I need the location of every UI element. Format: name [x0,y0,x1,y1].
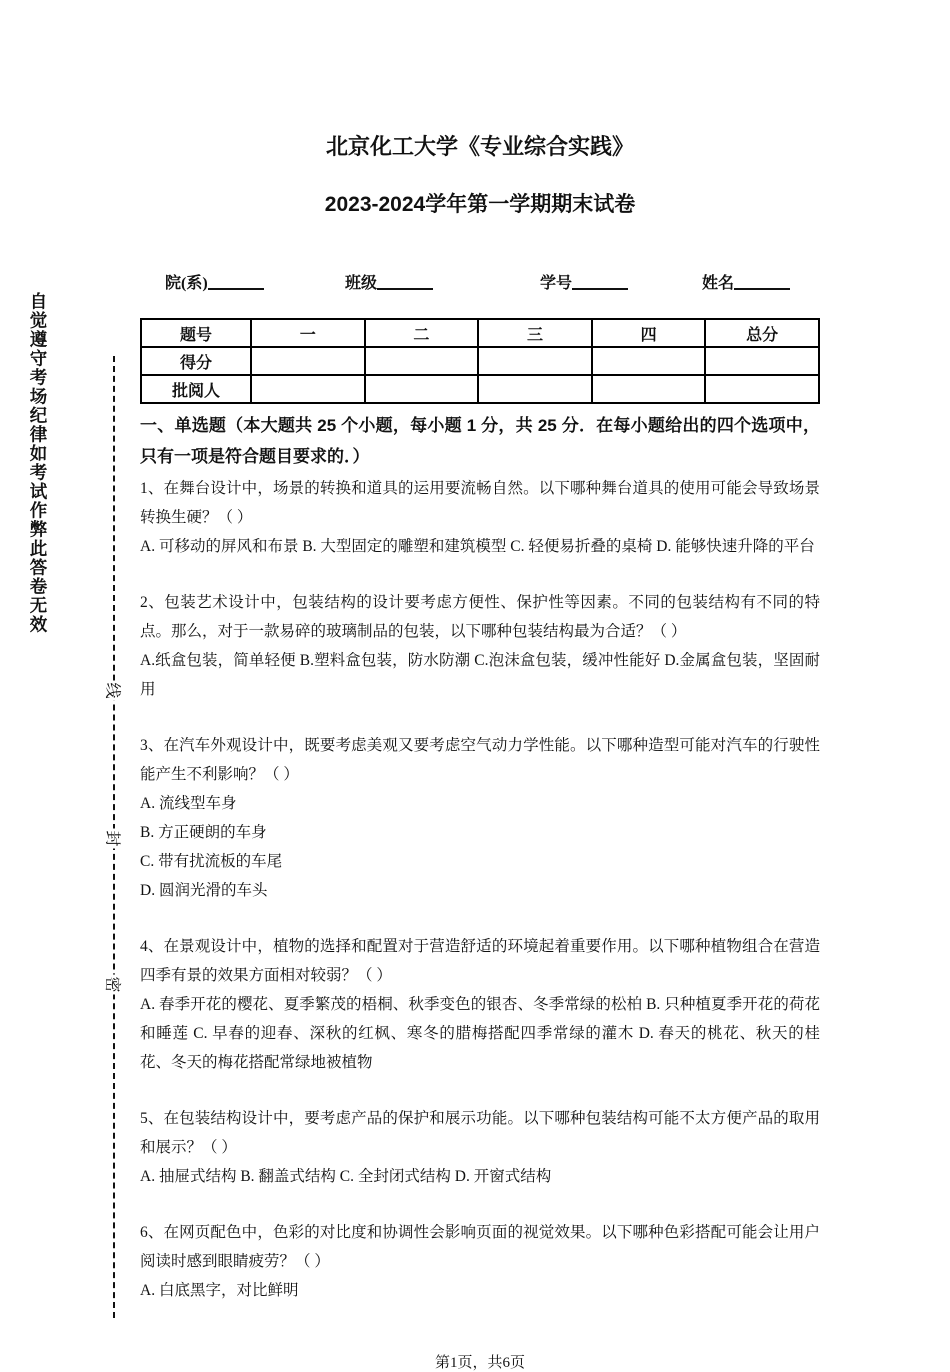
score-table-row [141,375,819,403]
question-stem: 4、在景观设计中，植物的选择和配置对于营造舒适的环境起着重要作用。以下哪种植物组合在营造四季有景的效果方面相对较弱？（ ） [140,938,820,984]
question [140,588,820,704]
score-cell[interactable] [478,347,592,375]
field-student-id-label: 学号 [540,275,573,292]
field-name-label: 姓名 [702,275,735,292]
seal-line [104,356,124,1318]
score-cell[interactable] [365,347,479,375]
score-table-row [141,347,819,375]
exam-title: 北京化工大学《专业综合实践》 [325,134,634,159]
seal-char-feng: 封 [98,829,131,849]
question [140,932,820,1077]
field-class[interactable] [345,270,433,293]
score-header-cell: 总分 [705,319,819,347]
exam-discipline-notice: 自觉遵守考场纪律如考试作弊此答卷无效 [28,292,48,634]
score-header-cell: 四 [592,319,706,347]
question-option: A. 流线型车身 [140,795,237,812]
score-cell[interactable] [251,347,365,375]
field-class-label: 班级 [345,275,378,292]
score-row-label: 批阅人 [141,375,251,403]
score-cell[interactable] [592,375,706,403]
question [140,1104,820,1191]
student-info-row [140,270,820,300]
field-student-id[interactable] [540,270,628,293]
question-stem: 3、在汽车外观设计中，既要考虑美观又要考虑空气动力学性能。以下哪种造型可能对汽车的行驶性能产生不利影响？（ ） [140,737,820,783]
score-header-cell: 三 [478,319,592,347]
question [140,731,820,905]
seal-char-xian: 线 [98,681,131,701]
question [140,1218,820,1305]
question-stem: 2、包装艺术设计中，包装结构的设计要考虑方便性、保护性等因素。不同的包装结构有不同的特点。那么，对于一款易碎的玻璃制品的包装，以下哪种包装结构最为合适？（ ） [140,594,820,640]
question-option: B. 方正硬朗的车身 [140,824,267,841]
score-table-header-row [141,319,819,347]
score-header-cell: 二 [365,319,479,347]
field-student-id-blank[interactable] [572,272,628,290]
question-option: A. 白底黑字，对比鲜明 [140,1282,299,1299]
field-department[interactable] [165,270,264,293]
question-option: D. 圆润光滑的车头 [140,882,268,899]
field-department-label: 院(系) [165,275,208,292]
question-stem: 1、在舞台设计中，场景的转换和道具的运用要流畅自然。以下哪种舞台道具的使用可能会导致场景转换生硬？（ ） [140,480,820,526]
exam-subtitle: 2023-2024学年第一学期期末试卷 [324,193,636,216]
field-class-blank[interactable] [377,272,433,290]
question-options: A.纸盒包装，简单轻便 B.塑料盒包装，防水防潮 C.泡沫盒包装，缓冲性能好 D.金属盒包装，坚固耐用 [140,652,820,698]
section-heading: 一、单选题（本大题共 25 个小题，每小题 1 分，共 25 分．在每小题给出的四个选项中，只有一项是符合题目要求的．） [140,416,820,466]
score-cell[interactable] [251,375,365,403]
seal-char-mi: 密 [98,975,131,995]
page-number: 第1页，共6页 [434,1355,525,1371]
question [140,474,820,561]
question-stem: 5、在包装结构设计中，要考虑产品的保护和展示功能。以下哪种包装结构可能不太方便产品的取用和展示？（ ） [140,1110,820,1156]
question-options: A. 抽屉式结构 B. 翻盖式结构 C. 全封闭式结构 D. 开窗式结构 [140,1168,552,1185]
field-name-blank[interactable] [734,272,790,290]
question-stem: 6、在网页配色中，色彩的对比度和协调性会影响页面的视觉效果。以下哪种色彩搭配可能会让用户阅读时感到眼睛疲劳？（ ） [140,1224,820,1270]
exam-page [140,0,820,1372]
score-row-label: 得分 [141,347,251,375]
score-cell[interactable] [705,375,819,403]
question-options: A. 可移动的屏风和布景 B. 大型固定的雕塑和建筑模型 C. 轻便易折叠的桌椅 D. 能够快速升降的平台 [140,538,815,555]
question-options: A. 春季开花的樱花、夏季繁茂的梧桐、秋季变色的银杏、冬季常绿的松柏 B. 只种植夏季开花的荷花和睡莲 C. 早春的迎春、深秋的红枫、寒冬的腊梅搭配四季常绿的灌木 D. 春天的桃花、秋天的桂花、冬天的梅花搭配常绿地被植物 [140,996,820,1071]
score-cell[interactable] [592,347,706,375]
score-header-cell: 一 [251,319,365,347]
score-cell[interactable] [478,375,592,403]
field-department-blank[interactable] [208,272,264,290]
questions [140,474,820,1305]
score-cell[interactable] [365,375,479,403]
score-table [140,318,820,404]
question-option: C. 带有扰流板的车尾 [140,853,283,870]
score-cell[interactable] [705,347,819,375]
field-name[interactable] [702,270,790,293]
score-header-cell: 题号 [141,319,251,347]
